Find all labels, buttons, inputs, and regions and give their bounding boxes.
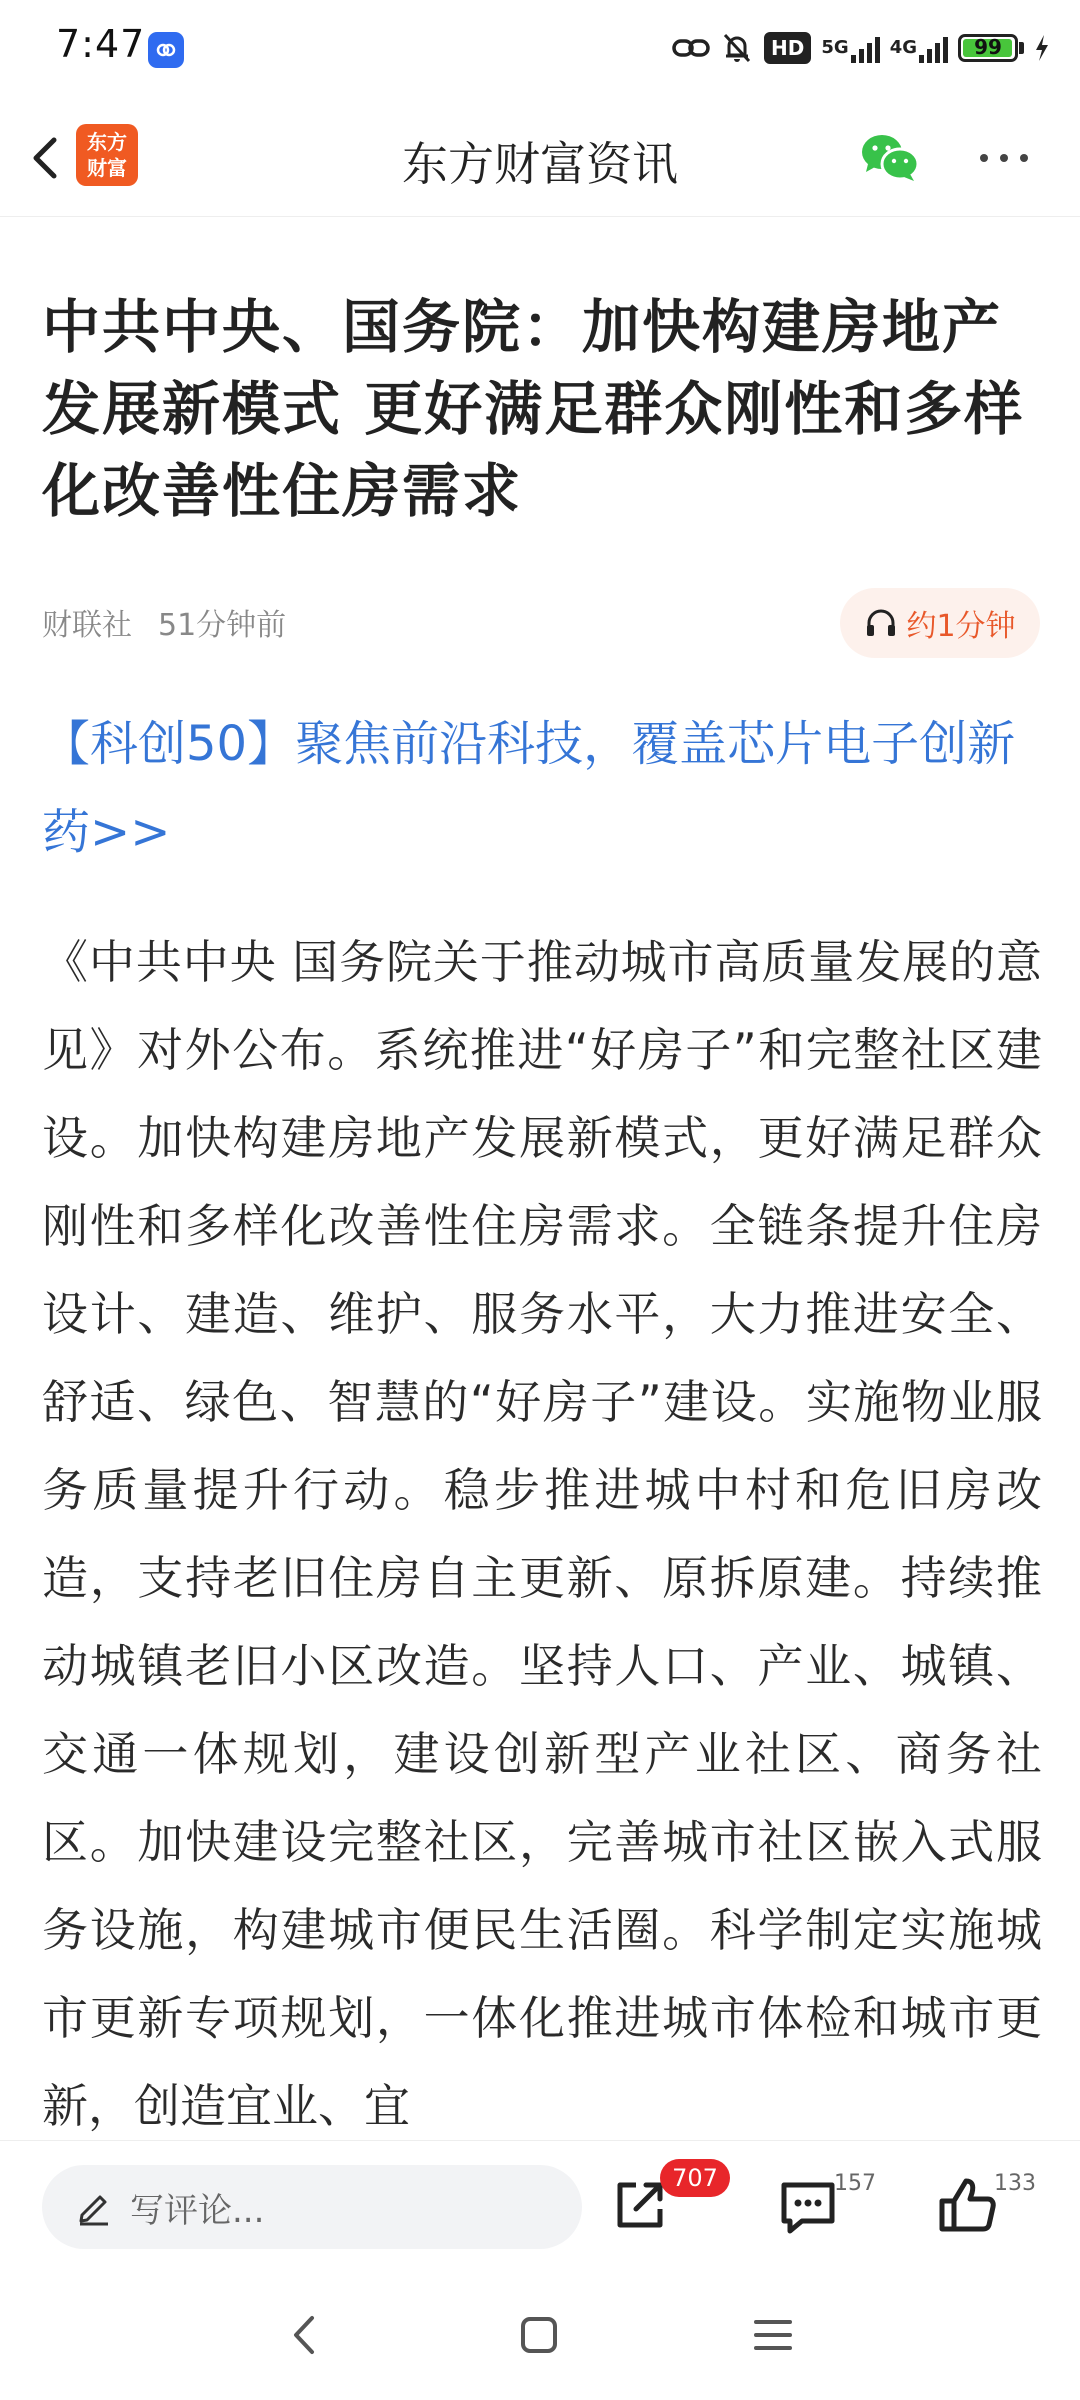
system-nav-bar (0, 2270, 1080, 2400)
signal-bars-icon (919, 33, 948, 63)
charging-icon (1034, 34, 1050, 62)
hd-indicator: HD (764, 32, 811, 64)
network-4g-label: 4G (889, 37, 917, 58)
comments-button[interactable] (776, 2175, 840, 2239)
comment-input[interactable] (42, 2165, 582, 2249)
like-button[interactable] (936, 2173, 1000, 2237)
listen-duration-label: 约1分钟 (906, 609, 1016, 644)
status-icons (672, 26, 1050, 70)
back-icon (20, 130, 76, 186)
article-time: 51分钟前 (158, 608, 287, 643)
signal-5g (821, 33, 879, 63)
nav-back-icon (280, 2310, 330, 2360)
wechat-share-button[interactable] (858, 130, 922, 186)
wechat-icon (858, 130, 922, 186)
more-button[interactable] (972, 130, 1036, 186)
article-source: 财联社 (42, 608, 132, 643)
listen-audio-button[interactable] (840, 588, 1040, 658)
mute-bell-icon (720, 31, 754, 65)
thumbs-up-icon (936, 2173, 1000, 2237)
article-meta (42, 600, 286, 644)
status-time: 7:47 (56, 22, 146, 66)
promo-link[interactable]: 【科创50】聚焦前沿科技，覆盖芯片电子创新药>> (42, 716, 1016, 860)
nav-home-button[interactable] (514, 2310, 564, 2360)
logo-line2: 财富 (87, 156, 127, 180)
battery-level: 99 (974, 35, 1002, 59)
comment-icon (776, 2175, 840, 2239)
nav-menu-button[interactable] (748, 2310, 798, 2360)
headphones-icon (864, 606, 898, 640)
app-header (0, 100, 1080, 217)
comment-placeholder: 写评论... (130, 2190, 265, 2231)
signal-4g (890, 33, 948, 63)
notification-app-icon (148, 32, 184, 68)
nav-menu-icon (748, 2310, 798, 2360)
like-count: 133 (994, 2171, 1036, 2196)
share-count-badge: 707 (660, 2159, 730, 2197)
nav-home-icon (514, 2310, 564, 2360)
logo-line1: 东方 (87, 130, 127, 154)
action-bar (0, 2140, 1080, 2271)
page-title: 东方财富资讯 (402, 137, 678, 191)
back-button[interactable] (20, 130, 76, 186)
status-bar (0, 0, 1080, 100)
app-logo (76, 124, 138, 186)
article-body: 《中共中央 国务院关于推动城市高质量发展的意见》对外公布。系统推进“好房子”和完整社区建设。加快构建房地产发展新模式，更好满足群众刚性和多样化改善性住房需求。全链条提升住房设计、建造、维护、服务水平，大力推进安全、舒适、绿色、智慧的“好房子”建设。实施物业服务质量提升行动。稳步推进城中村和危旧房改造，支持老旧住房自主更新、原拆原建。持续推动城镇老旧小区改造。坚持人口、产业、城镇、交通一体规划，建设创新型产业社区、商务社区。加快建设完整社区，完善城市社区嵌入式服务设施，构建城市便民生活圈。科学制定实施城市更新专项规划，一体化推进城市体检和城市更新，创造宜业、宜 (42, 935, 1042, 2133)
battery-icon (958, 34, 1024, 62)
network-5g-label: 5G (821, 37, 849, 58)
pencil-icon (74, 2187, 114, 2227)
comment-count: 157 (834, 2171, 876, 2196)
more-icon (972, 130, 1036, 186)
link-icon (672, 34, 710, 62)
signal-bars-icon (851, 33, 880, 63)
article-headline: 中共中央、国务院：加快构建房地产发展新模式 更好满足群众刚性和多样化改善性住房需求 (42, 293, 1025, 525)
nav-back-button[interactable] (280, 2310, 330, 2360)
